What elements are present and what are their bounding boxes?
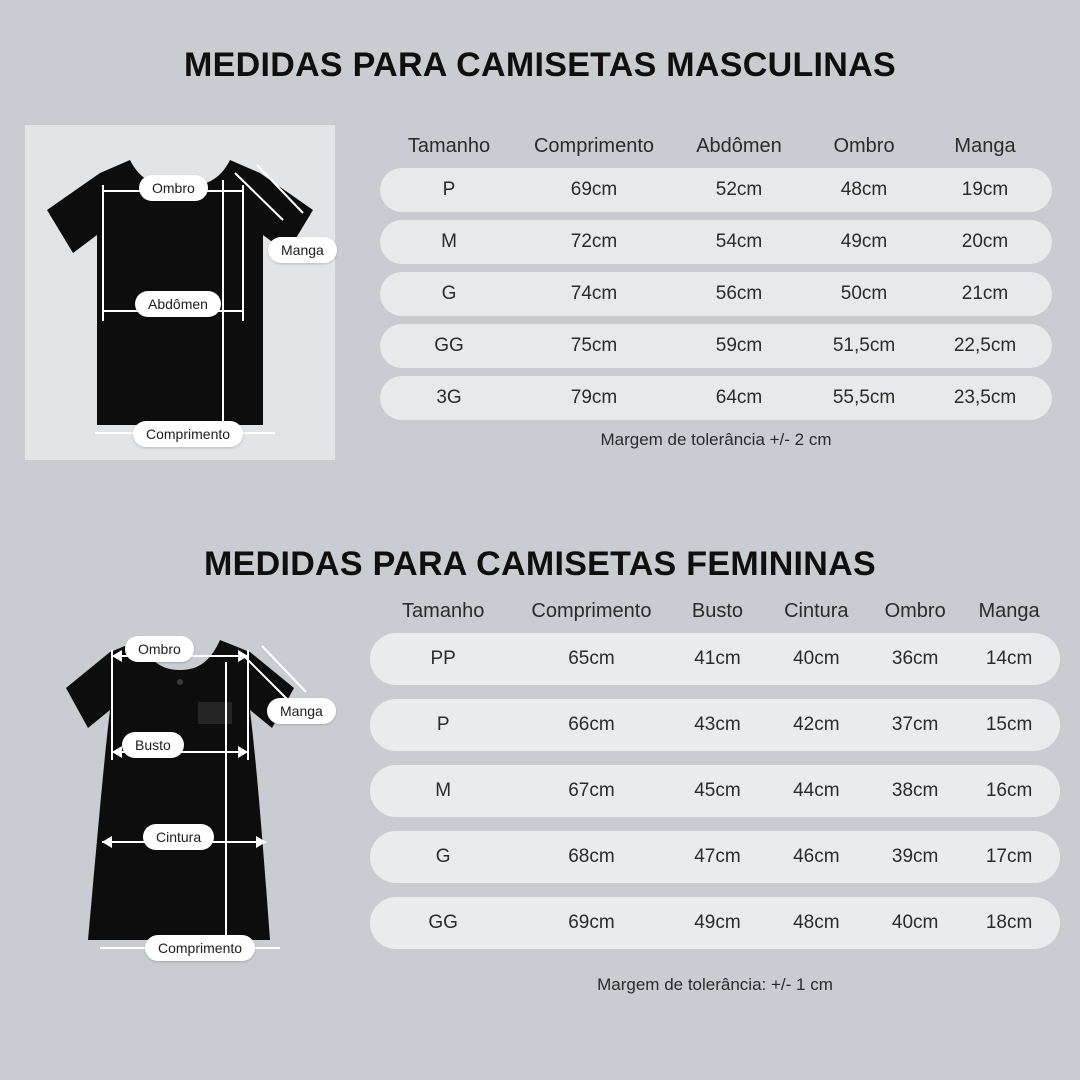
cell-abdomen: 54cm [715, 231, 763, 252]
womens-tshirt-diagram [30, 610, 335, 980]
cell-abdomen: 52cm [715, 179, 763, 200]
cell-length: 69cm [568, 912, 615, 933]
label-shoulder-male: Ombro [139, 175, 208, 201]
cell-sleeve: 23,5cm [953, 387, 1017, 408]
cell-size: G [435, 846, 451, 867]
table-row [380, 376, 1052, 420]
cell-bust: 43cm [694, 714, 741, 735]
cell-size: PP [430, 648, 456, 669]
cell-shoulder: 49cm [840, 231, 888, 252]
column-header: Busto [691, 600, 744, 622]
cell-length: 72cm [570, 231, 618, 252]
cell-size: G [441, 283, 457, 304]
cell-size: P [436, 714, 450, 735]
cell-shoulder: 38cm [891, 780, 939, 801]
label-length-female: Comprimento [145, 935, 255, 961]
table-row [370, 633, 1060, 685]
column-header: Comprimento [533, 135, 655, 157]
label-sleeve-female: Manga [267, 698, 336, 724]
cell-sleeve: 22,5cm [953, 335, 1017, 356]
page-title-male: MEDIDAS PARA CAMISETAS MASCULINAS [184, 46, 896, 84]
cell-length: 74cm [570, 283, 618, 304]
cell-size: M [441, 231, 457, 252]
tolerance-note-male: Margem de tolerância +/- 2 cm [600, 430, 832, 449]
label-bust-female: Busto [122, 732, 184, 758]
cell-abdomen: 59cm [715, 335, 763, 356]
table-row [370, 831, 1060, 883]
column-header: Tamanho [407, 135, 491, 157]
label-length-male: Comprimento [133, 421, 243, 447]
page-title-female: MEDIDAS PARA CAMISETAS FEMININAS [204, 545, 876, 583]
cell-waist: 40cm [793, 648, 840, 669]
table-row [370, 765, 1060, 817]
womens-tshirt-illustration [30, 610, 335, 980]
label-abdomen-male: Abdômen [135, 291, 221, 317]
cell-shoulder: 51,5cm [832, 335, 896, 356]
table-row [370, 699, 1060, 751]
cell-length: 65cm [568, 648, 615, 669]
column-header: Tamanho [402, 600, 485, 622]
column-header: Ombro [833, 135, 895, 157]
table-row [370, 897, 1060, 949]
cell-abdomen: 56cm [715, 283, 763, 304]
label-shoulder-female: Ombro [125, 636, 194, 662]
cell-size: GG [434, 335, 464, 356]
cell-shoulder: 48cm [840, 179, 888, 200]
label-sleeve-male: Manga [268, 237, 337, 263]
cell-shoulder: 37cm [891, 714, 939, 735]
cell-sleeve: 21cm [961, 283, 1009, 304]
cell-abdomen: 64cm [715, 387, 763, 408]
cell-shoulder: 36cm [891, 648, 939, 669]
cell-length: 75cm [570, 335, 618, 356]
cell-bust: 45cm [694, 780, 741, 801]
cell-sleeve: 15cm [985, 714, 1033, 735]
cell-size: M [435, 780, 452, 801]
cell-size: GG [428, 912, 458, 933]
cell-bust: 41cm [694, 648, 741, 669]
cell-bust: 47cm [694, 846, 741, 867]
cell-length: 69cm [570, 179, 618, 200]
cell-waist: 44cm [793, 780, 840, 801]
cell-sleeve: 19cm [961, 179, 1009, 200]
cell-sleeve: 20cm [961, 231, 1009, 252]
label-waist-female: Cintura [143, 824, 214, 850]
table-header-row-male [380, 135, 1052, 168]
cell-shoulder: 40cm [891, 912, 939, 933]
column-header: Manga [954, 135, 1016, 157]
cell-length: 66cm [568, 714, 615, 735]
cell-waist: 46cm [793, 846, 840, 867]
cell-sleeve: 14cm [985, 648, 1033, 669]
mens-tshirt-diagram [25, 125, 335, 460]
cell-sleeve: 17cm [985, 846, 1033, 867]
cell-sleeve: 18cm [985, 912, 1033, 933]
mens-size-table [380, 135, 1052, 450]
cell-size: P [442, 179, 456, 200]
column-header: Abdômen [696, 135, 782, 157]
column-header: Manga [978, 600, 1040, 622]
cell-bust: 49cm [694, 912, 741, 933]
table-row [380, 272, 1052, 316]
column-header: Comprimento [531, 600, 652, 622]
cell-length: 79cm [570, 387, 618, 408]
column-header: Ombro [884, 600, 946, 622]
cell-waist: 42cm [793, 714, 840, 735]
table-header-row-female [370, 600, 1060, 633]
cell-sleeve: 16cm [985, 780, 1033, 801]
cell-shoulder: 55,5cm [832, 387, 896, 408]
column-header: Cintura [784, 600, 849, 622]
cell-length: 67cm [568, 780, 615, 801]
table-row [380, 324, 1052, 368]
cell-size: 3G [436, 387, 462, 408]
table-row [380, 168, 1052, 212]
cell-shoulder: 50cm [840, 283, 888, 304]
table-row [380, 220, 1052, 264]
womens-size-table [370, 600, 1060, 995]
tolerance-note-female: Margem de tolerância: +/- 1 cm [597, 975, 833, 994]
cell-shoulder: 39cm [891, 846, 939, 867]
cell-waist: 48cm [793, 912, 840, 933]
cell-length: 68cm [568, 846, 615, 867]
